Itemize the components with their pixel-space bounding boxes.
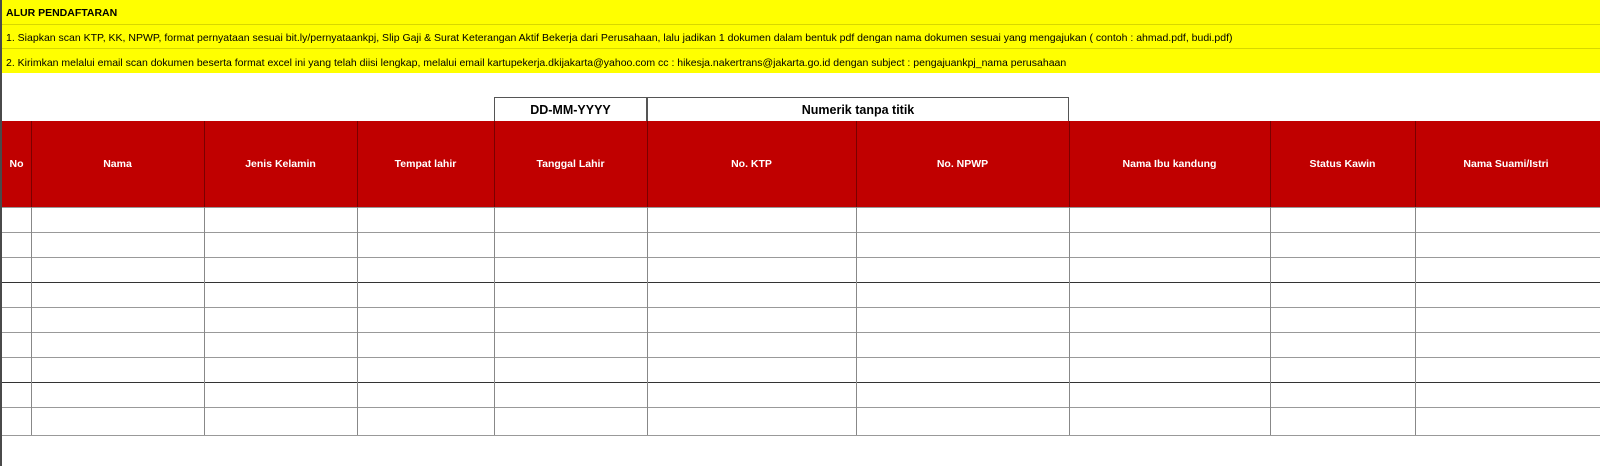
header-col-nama[interactable]: Nama [103,158,132,170]
table-cell-col-nama-suami-istri[interactable] [1415,257,1597,282]
table-cell-col-nama[interactable] [31,307,204,332]
table-cell-col-no[interactable] [2,207,31,232]
table-cell-col-nama[interactable] [31,407,204,435]
table-cell-col-no[interactable] [2,407,31,435]
banner-step-1[interactable]: 1. Siapkan scan KTP, KK, NPWP, format pernyataan sesuai bit.ly/pernyataankpj, Slip Gaji & Surat Keterangan Aktif Bekerja dari Perusahaan, lalu jadikan 1 dokumen dalam bentuk pdf dengan nama dokumen sesuai yang mengajukan ( contoh : ahmad.pdf, budi.pdf) [6,32,1233,44]
header-divider [647,121,648,207]
table-cell-col-jenis-kelamin[interactable] [204,257,357,282]
table-cell-col-no[interactable] [2,382,31,407]
table-cell-col-tempat-lahir[interactable] [357,307,494,332]
table-cell-col-nama-ibu-kandung[interactable] [1069,357,1270,382]
instructions-banner [2,0,1600,73]
table-cell-col-no-npwp[interactable] [856,207,1069,232]
table-cell-col-tempat-lahir[interactable] [357,232,494,257]
table-cell-col-no-ktp[interactable] [647,407,856,435]
table-cell-col-no-ktp[interactable] [647,257,856,282]
table-cell-col-no-ktp[interactable] [647,307,856,332]
table-cell-col-nama-suami-istri[interactable] [1415,232,1597,257]
table-cell-col-no-ktp[interactable] [647,207,856,232]
table-cell-col-nama-ibu-kandung[interactable] [1069,332,1270,357]
table-cell-col-tanggal-lahir[interactable] [494,282,647,307]
table-cell-col-no-ktp[interactable] [647,282,856,307]
table-cell-col-nama-suami-istri[interactable] [1415,407,1597,435]
table-cell-col-status-kawin[interactable] [1270,407,1415,435]
table-cell-col-tempat-lahir[interactable] [357,357,494,382]
table-cell-col-jenis-kelamin[interactable] [204,307,357,332]
table-cell-col-no[interactable] [2,257,31,282]
table-cell-col-nama-suami-istri[interactable] [1415,382,1597,407]
table-cell-col-no-npwp[interactable] [856,332,1069,357]
banner-row-divider [2,24,1600,25]
table-cell-col-status-kawin[interactable] [1270,357,1415,382]
table-cell-col-status-kawin[interactable] [1270,257,1415,282]
table-cell-col-nama-suami-istri[interactable] [1415,332,1597,357]
table-cell-col-tanggal-lahir[interactable] [494,307,647,332]
table-cell-col-no[interactable] [2,232,31,257]
header-divider [357,121,358,207]
table-cell-col-jenis-kelamin[interactable] [204,282,357,307]
table-cell-col-tempat-lahir[interactable] [357,282,494,307]
table-cell-col-nama[interactable] [31,332,204,357]
table-cell-col-nama[interactable] [31,207,204,232]
banner-title[interactable]: ALUR PENDAFTARAN [6,7,118,19]
table-cell-col-no-npwp[interactable] [856,307,1069,332]
banner-row-divider [2,48,1600,49]
table-cell-col-nama[interactable] [31,357,204,382]
header-divider [1270,121,1271,207]
table-cell-col-jenis-kelamin[interactable] [204,357,357,382]
header-col-nama-suami-istri[interactable]: Nama Suami/Istri [1463,158,1549,170]
table-cell-col-jenis-kelamin[interactable] [204,407,357,435]
table-cell-col-nama-suami-istri[interactable] [1415,307,1597,332]
table-cell-col-tanggal-lahir[interactable] [494,232,647,257]
table-cell-col-no-ktp[interactable] [647,332,856,357]
header-col-status-kawin[interactable]: Status Kawin [1309,158,1376,170]
table-cell-col-status-kawin[interactable] [1270,307,1415,332]
table-cell-col-nama-ibu-kandung[interactable] [1069,307,1270,332]
table-cell-col-nama-suami-istri[interactable] [1415,207,1597,232]
header-divider [204,121,205,207]
table-cell-col-tanggal-lahir[interactable] [494,207,647,232]
table-cell-col-nama-ibu-kandung[interactable] [1069,232,1270,257]
table-cell-col-nama-ibu-kandung[interactable] [1069,257,1270,282]
table-cell-col-status-kawin[interactable] [1270,207,1415,232]
banner-step-2[interactable]: 2. Kirimkan melalui email scan dokumen beserta format excel ini yang telah diisi lengkap, melalui email kartupekerja.dkijakarta@yahoo.com cc : hikesja.nakertrans@jakarta.go.id dengan subject : pengajuankpj_nama perusahaan [6,57,1067,69]
table-cell-col-status-kawin[interactable] [1270,232,1415,257]
table-cell-col-no[interactable] [2,357,31,382]
table-cell-col-no-npwp[interactable] [856,282,1069,307]
table-cell-col-no[interactable] [2,307,31,332]
table-cell-col-tanggal-lahir[interactable] [494,257,647,282]
table-cell-col-status-kawin[interactable] [1270,332,1415,357]
table-cell-col-no[interactable] [2,282,31,307]
table-cell-col-no-npwp[interactable] [856,357,1069,382]
table-cell-col-no-npwp[interactable] [856,382,1069,407]
header-col-nama-ibu-kandung[interactable]: Nama Ibu kandung [1122,158,1217,170]
table-cell-col-tempat-lahir[interactable] [357,407,494,435]
header-col-tempat-lahir[interactable]: Tempat lahir [394,158,457,170]
header-col-jenis-kelamin[interactable]: Jenis Kelamin [245,158,316,170]
date-format-note[interactable]: DD-MM-YYYY [494,97,647,121]
table-cell-col-nama-ibu-kandung[interactable] [1069,382,1270,407]
header-divider [856,121,857,207]
table-cell-col-no[interactable] [2,332,31,357]
table-cell-col-nama[interactable] [31,282,204,307]
table-cell-col-nama-ibu-kandung[interactable] [1069,207,1270,232]
table-cell-col-tanggal-lahir[interactable] [494,357,647,382]
table-cell-col-tanggal-lahir[interactable] [494,407,647,435]
table-cell-col-tempat-lahir[interactable] [357,382,494,407]
table-cell-col-no-npwp[interactable] [856,257,1069,282]
table-cell-col-tempat-lahir[interactable] [357,207,494,232]
header-col-no-npwp[interactable]: No. NPWP [936,158,989,170]
row-divider [2,435,1600,436]
table-cell-col-no-npwp[interactable] [856,232,1069,257]
table-cell-col-tempat-lahir[interactable] [357,332,494,357]
table-cell-col-nama-ibu-kandung[interactable] [1069,407,1270,435]
header-divider [1415,121,1416,207]
table-cell-col-jenis-kelamin[interactable] [204,382,357,407]
header-divider [1069,121,1070,207]
table-cell-col-tanggal-lahir[interactable] [494,332,647,357]
header-divider [494,121,495,207]
table-cell-col-nama-suami-istri[interactable] [1415,282,1597,307]
header-col-no[interactable]: No [9,158,24,170]
table-cell-col-jenis-kelamin[interactable] [204,232,357,257]
table-cell-col-tanggal-lahir[interactable] [494,382,647,407]
table-cell-col-no-ktp[interactable] [647,232,856,257]
table-cell-col-nama[interactable] [31,382,204,407]
table-cell-col-no-npwp[interactable] [856,407,1069,435]
header-divider [31,121,32,207]
table-cell-col-jenis-kelamin[interactable] [204,207,357,232]
table-cell-col-nama[interactable] [31,232,204,257]
table-cell-col-nama-ibu-kandung[interactable] [1069,282,1270,307]
header-col-no-ktp[interactable]: No. KTP [731,158,772,170]
table-cell-col-tempat-lahir[interactable] [357,257,494,282]
table-cell-col-nama-suami-istri[interactable] [1415,357,1597,382]
table-cell-col-no-ktp[interactable] [647,357,856,382]
numeric-format-note[interactable]: Numerik tanpa titik [647,97,1069,121]
table-cell-col-no-ktp[interactable] [647,382,856,407]
table-cell-col-jenis-kelamin[interactable] [204,332,357,357]
table-cell-col-status-kawin[interactable] [1270,282,1415,307]
header-col-tanggal-lahir[interactable]: Tanggal Lahir [536,158,605,170]
table-cell-col-status-kawin[interactable] [1270,382,1415,407]
table-cell-col-nama[interactable] [31,257,204,282]
